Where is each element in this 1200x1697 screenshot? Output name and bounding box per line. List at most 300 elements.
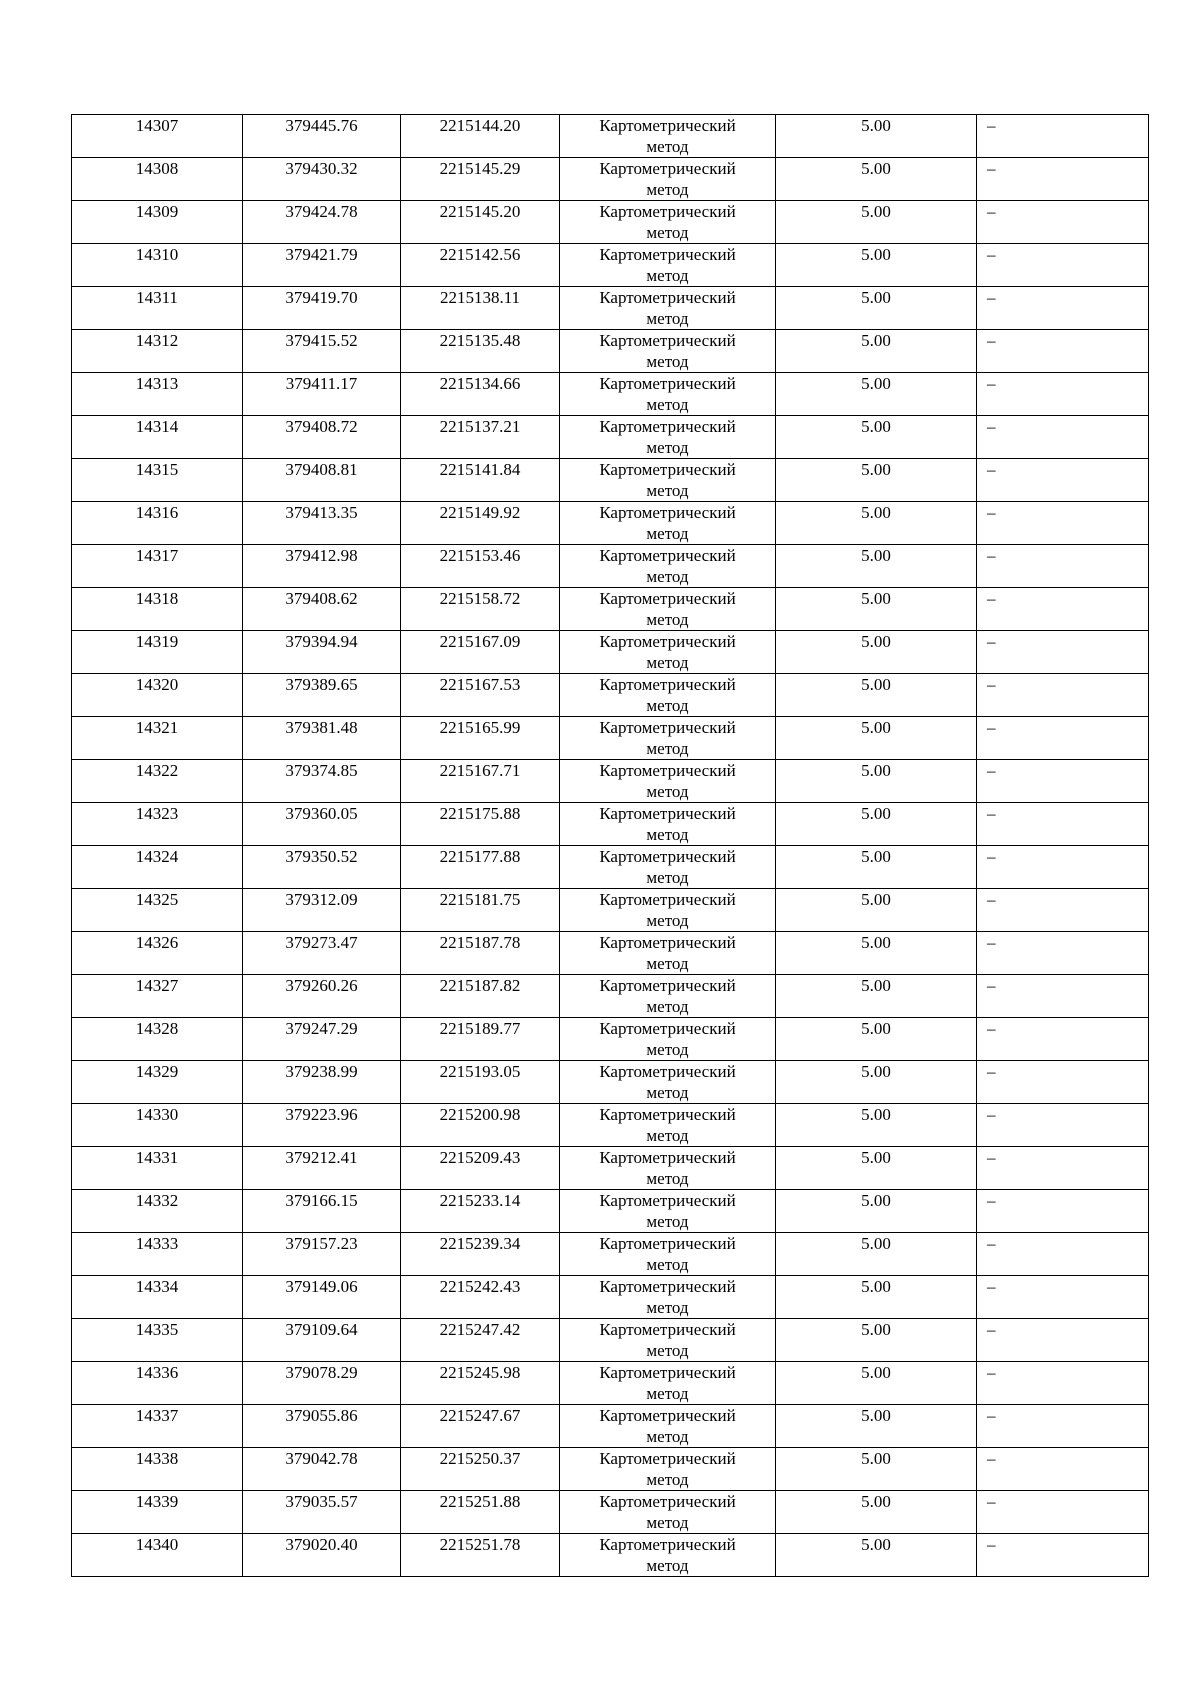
- x-coordinate-cell: 379381.48: [243, 717, 401, 760]
- y-coordinate-cell: 2215137.21: [401, 416, 560, 459]
- accuracy-cell: 5.00: [776, 244, 977, 287]
- point-number-cell: 14308: [72, 158, 243, 201]
- accuracy-cell: 5.00: [776, 330, 977, 373]
- x-coordinate-cell: 379411.17: [243, 373, 401, 416]
- method-cell: [560, 416, 776, 459]
- method-line: Картометрический: [599, 159, 736, 178]
- note-cell: –: [977, 674, 1149, 717]
- method-cell: [560, 1190, 776, 1233]
- y-coordinate-cell: 2215167.71: [401, 760, 560, 803]
- table-row: [72, 287, 1149, 330]
- method-line: метод: [646, 567, 689, 586]
- method-line: Картометрический: [599, 1363, 736, 1382]
- table-row: [72, 1362, 1149, 1405]
- method-line: метод: [646, 1427, 689, 1446]
- y-coordinate-cell: 2215141.84: [401, 459, 560, 502]
- accuracy-cell: 5.00: [776, 588, 977, 631]
- method-line: метод: [646, 653, 689, 672]
- accuracy-cell: 5.00: [776, 889, 977, 932]
- method-line: метод: [646, 395, 689, 414]
- note-cell: –: [977, 1061, 1149, 1104]
- y-coordinate-cell: 2215177.88: [401, 846, 560, 889]
- method-cell: [560, 932, 776, 975]
- method-line: метод: [646, 1341, 689, 1360]
- point-number-cell: 14321: [72, 717, 243, 760]
- table-row: [72, 803, 1149, 846]
- table-row: [72, 459, 1149, 502]
- note-cell: –: [977, 717, 1149, 760]
- note-cell: –: [977, 244, 1149, 287]
- method-line: Картометрический: [599, 1105, 736, 1124]
- y-coordinate-cell: 2215167.53: [401, 674, 560, 717]
- y-coordinate-cell: 2215193.05: [401, 1061, 560, 1104]
- note-cell: –: [977, 1190, 1149, 1233]
- method-line: метод: [646, 610, 689, 629]
- table-row: [72, 1147, 1149, 1190]
- x-coordinate-cell: 379408.81: [243, 459, 401, 502]
- x-coordinate-cell: 379350.52: [243, 846, 401, 889]
- method-line: метод: [646, 266, 689, 285]
- accuracy-cell: 5.00: [776, 1276, 977, 1319]
- accuracy-cell: 5.00: [776, 1147, 977, 1190]
- y-coordinate-cell: 2215250.37: [401, 1448, 560, 1491]
- table-row: [72, 631, 1149, 674]
- method-line: метод: [646, 180, 689, 199]
- method-line: Картометрический: [599, 933, 736, 952]
- method-cell: [560, 545, 776, 588]
- point-number-cell: 14307: [72, 115, 243, 158]
- method-line: метод: [646, 1169, 689, 1188]
- y-coordinate-cell: 2215145.29: [401, 158, 560, 201]
- method-line: Картометрический: [599, 718, 736, 737]
- table-row: [72, 846, 1149, 889]
- note-cell: –: [977, 1319, 1149, 1362]
- point-number-cell: 14317: [72, 545, 243, 588]
- x-coordinate-cell: 379412.98: [243, 545, 401, 588]
- accuracy-cell: 5.00: [776, 846, 977, 889]
- method-line: метод: [646, 1126, 689, 1145]
- point-number-cell: 14329: [72, 1061, 243, 1104]
- method-line: Картометрический: [599, 503, 736, 522]
- table-row: [72, 1276, 1149, 1319]
- method-cell: [560, 1362, 776, 1405]
- method-line: метод: [646, 1255, 689, 1274]
- method-cell: [560, 459, 776, 502]
- x-coordinate-cell: 379312.09: [243, 889, 401, 932]
- method-cell: [560, 975, 776, 1018]
- table-row: [72, 1104, 1149, 1147]
- table-row: [72, 1190, 1149, 1233]
- method-cell: [560, 889, 776, 932]
- point-number-cell: 14340: [72, 1534, 243, 1577]
- x-coordinate-cell: 379421.79: [243, 244, 401, 287]
- method-cell: [560, 330, 776, 373]
- method-cell: [560, 244, 776, 287]
- method-line: Картометрический: [599, 546, 736, 565]
- note-cell: –: [977, 975, 1149, 1018]
- note-cell: –: [977, 1362, 1149, 1405]
- x-coordinate-cell: 379445.76: [243, 115, 401, 158]
- y-coordinate-cell: 2215189.77: [401, 1018, 560, 1061]
- method-line: метод: [646, 309, 689, 328]
- method-line: Картометрический: [599, 417, 736, 436]
- x-coordinate-cell: 379247.29: [243, 1018, 401, 1061]
- x-coordinate-cell: 379223.96: [243, 1104, 401, 1147]
- accuracy-cell: 5.00: [776, 1405, 977, 1448]
- note-cell: –: [977, 1448, 1149, 1491]
- method-line: метод: [646, 954, 689, 973]
- y-coordinate-cell: 2215158.72: [401, 588, 560, 631]
- point-number-cell: 14318: [72, 588, 243, 631]
- accuracy-cell: 5.00: [776, 1362, 977, 1405]
- coordinates-table-body: [72, 115, 1149, 1577]
- y-coordinate-cell: 2215247.67: [401, 1405, 560, 1448]
- method-line: метод: [646, 1470, 689, 1489]
- point-number-cell: 14313: [72, 373, 243, 416]
- method-line: Картометрический: [599, 1019, 736, 1038]
- x-coordinate-cell: 379419.70: [243, 287, 401, 330]
- note-cell: –: [977, 803, 1149, 846]
- point-number-cell: 14327: [72, 975, 243, 1018]
- note-cell: –: [977, 459, 1149, 502]
- accuracy-cell: 5.00: [776, 1319, 977, 1362]
- table-row: [72, 244, 1149, 287]
- point-number-cell: 14334: [72, 1276, 243, 1319]
- method-cell: [560, 287, 776, 330]
- y-coordinate-cell: 2215242.43: [401, 1276, 560, 1319]
- table-row: [72, 588, 1149, 631]
- table-row: [72, 1405, 1149, 1448]
- point-number-cell: 14315: [72, 459, 243, 502]
- y-coordinate-cell: 2215181.75: [401, 889, 560, 932]
- point-number-cell: 14332: [72, 1190, 243, 1233]
- method-cell: [560, 846, 776, 889]
- method-cell: [560, 674, 776, 717]
- x-coordinate-cell: 379020.40: [243, 1534, 401, 1577]
- method-line: Картометрический: [599, 1535, 736, 1554]
- method-line: Картометрический: [599, 245, 736, 264]
- method-line: Картометрический: [599, 890, 736, 909]
- x-coordinate-cell: 379149.06: [243, 1276, 401, 1319]
- x-coordinate-cell: 379374.85: [243, 760, 401, 803]
- table-row: [72, 545, 1149, 588]
- method-cell: [560, 1276, 776, 1319]
- method-line: метод: [646, 1556, 689, 1575]
- method-line: Картометрический: [599, 1277, 736, 1296]
- y-coordinate-cell: 2215142.56: [401, 244, 560, 287]
- accuracy-cell: 5.00: [776, 1448, 977, 1491]
- method-line: Картометрический: [599, 1406, 736, 1425]
- method-line: метод: [646, 997, 689, 1016]
- y-coordinate-cell: 2215144.20: [401, 115, 560, 158]
- table-row: [72, 717, 1149, 760]
- y-coordinate-cell: 2215239.34: [401, 1233, 560, 1276]
- y-coordinate-cell: 2215251.88: [401, 1491, 560, 1534]
- note-cell: –: [977, 932, 1149, 975]
- accuracy-cell: 5.00: [776, 416, 977, 459]
- accuracy-cell: 5.00: [776, 1104, 977, 1147]
- method-line: метод: [646, 352, 689, 371]
- table-row: [72, 1319, 1149, 1362]
- x-coordinate-cell: 379055.86: [243, 1405, 401, 1448]
- method-line: Картометрический: [599, 632, 736, 651]
- method-line: Картометрический: [599, 374, 736, 393]
- method-line: метод: [646, 1298, 689, 1317]
- accuracy-cell: 5.00: [776, 1061, 977, 1104]
- note-cell: –: [977, 588, 1149, 631]
- y-coordinate-cell: 2215247.42: [401, 1319, 560, 1362]
- note-cell: –: [977, 330, 1149, 373]
- method-cell: [560, 158, 776, 201]
- x-coordinate-cell: 379260.26: [243, 975, 401, 1018]
- note-cell: –: [977, 115, 1149, 158]
- table-row: [72, 502, 1149, 545]
- method-line: Картометрический: [599, 976, 736, 995]
- y-coordinate-cell: 2215135.48: [401, 330, 560, 373]
- table-row: [72, 1061, 1149, 1104]
- y-coordinate-cell: 2215175.88: [401, 803, 560, 846]
- x-coordinate-cell: 379273.47: [243, 932, 401, 975]
- x-coordinate-cell: 379408.72: [243, 416, 401, 459]
- point-number-cell: 14322: [72, 760, 243, 803]
- accuracy-cell: 5.00: [776, 1190, 977, 1233]
- x-coordinate-cell: 379042.78: [243, 1448, 401, 1491]
- method-line: метод: [646, 1212, 689, 1231]
- method-line: Картометрический: [599, 761, 736, 780]
- x-coordinate-cell: 379415.52: [243, 330, 401, 373]
- point-number-cell: 14333: [72, 1233, 243, 1276]
- table-row: [72, 1491, 1149, 1534]
- point-number-cell: 14337: [72, 1405, 243, 1448]
- note-cell: –: [977, 631, 1149, 674]
- method-line: метод: [646, 1040, 689, 1059]
- method-line: Картометрический: [599, 1062, 736, 1081]
- method-cell: [560, 1233, 776, 1276]
- point-number-cell: 14320: [72, 674, 243, 717]
- method-line: Картометрический: [599, 331, 736, 350]
- accuracy-cell: 5.00: [776, 201, 977, 244]
- point-number-cell: 14325: [72, 889, 243, 932]
- x-coordinate-cell: 379035.57: [243, 1491, 401, 1534]
- method-line: метод: [646, 911, 689, 930]
- accuracy-cell: 5.00: [776, 373, 977, 416]
- accuracy-cell: 5.00: [776, 287, 977, 330]
- point-number-cell: 14326: [72, 932, 243, 975]
- method-line: Картометрический: [599, 1492, 736, 1511]
- method-line: метод: [646, 696, 689, 715]
- point-number-cell: 14335: [72, 1319, 243, 1362]
- method-cell: [560, 1405, 776, 1448]
- y-coordinate-cell: 2215187.82: [401, 975, 560, 1018]
- method-line: Картометрический: [599, 116, 736, 135]
- method-cell: [560, 1448, 776, 1491]
- note-cell: –: [977, 201, 1149, 244]
- accuracy-cell: 5.00: [776, 502, 977, 545]
- method-cell: [560, 1147, 776, 1190]
- method-line: метод: [646, 524, 689, 543]
- y-coordinate-cell: 2215233.14: [401, 1190, 560, 1233]
- table-row: [72, 1018, 1149, 1061]
- accuracy-cell: 5.00: [776, 932, 977, 975]
- method-line: Картометрический: [599, 1449, 736, 1468]
- point-number-cell: 14314: [72, 416, 243, 459]
- point-number-cell: 14331: [72, 1147, 243, 1190]
- point-number-cell: 14338: [72, 1448, 243, 1491]
- y-coordinate-cell: 2215149.92: [401, 502, 560, 545]
- accuracy-cell: 5.00: [776, 115, 977, 158]
- method-line: Картометрический: [599, 288, 736, 307]
- method-cell: [560, 631, 776, 674]
- accuracy-cell: 5.00: [776, 975, 977, 1018]
- table-row: [72, 373, 1149, 416]
- accuracy-cell: 5.00: [776, 760, 977, 803]
- accuracy-cell: 5.00: [776, 1491, 977, 1534]
- method-cell: [560, 115, 776, 158]
- x-coordinate-cell: 379238.99: [243, 1061, 401, 1104]
- method-line: Картометрический: [599, 675, 736, 694]
- method-cell: [560, 201, 776, 244]
- y-coordinate-cell: 2215167.09: [401, 631, 560, 674]
- note-cell: –: [977, 760, 1149, 803]
- method-line: метод: [646, 438, 689, 457]
- y-coordinate-cell: 2215251.78: [401, 1534, 560, 1577]
- note-cell: –: [977, 545, 1149, 588]
- y-coordinate-cell: 2215138.11: [401, 287, 560, 330]
- x-coordinate-cell: 379424.78: [243, 201, 401, 244]
- table-row: [72, 889, 1149, 932]
- method-line: Картометрический: [599, 1191, 736, 1210]
- method-line: метод: [646, 782, 689, 801]
- x-coordinate-cell: 379078.29: [243, 1362, 401, 1405]
- method-line: Картометрический: [599, 1320, 736, 1339]
- method-line: Картометрический: [599, 804, 736, 823]
- coordinates-table: [71, 114, 1149, 1577]
- y-coordinate-cell: 2215145.20: [401, 201, 560, 244]
- accuracy-cell: 5.00: [776, 1018, 977, 1061]
- method-line: метод: [646, 739, 689, 758]
- x-coordinate-cell: 379360.05: [243, 803, 401, 846]
- note-cell: –: [977, 502, 1149, 545]
- table-row: [72, 1448, 1149, 1491]
- method-line: Картометрический: [599, 1148, 736, 1167]
- accuracy-cell: 5.00: [776, 631, 977, 674]
- method-line: метод: [646, 868, 689, 887]
- x-coordinate-cell: 379413.35: [243, 502, 401, 545]
- accuracy-cell: 5.00: [776, 1534, 977, 1577]
- table-row: [72, 674, 1149, 717]
- note-cell: –: [977, 1233, 1149, 1276]
- point-number-cell: 14339: [72, 1491, 243, 1534]
- note-cell: –: [977, 1147, 1149, 1190]
- point-number-cell: 14310: [72, 244, 243, 287]
- note-cell: –: [977, 373, 1149, 416]
- method-line: метод: [646, 1083, 689, 1102]
- method-line: метод: [646, 825, 689, 844]
- note-cell: –: [977, 1018, 1149, 1061]
- table-row: [72, 1233, 1149, 1276]
- method-line: метод: [646, 1384, 689, 1403]
- note-cell: –: [977, 1405, 1149, 1448]
- point-number-cell: 14311: [72, 287, 243, 330]
- method-line: Картометрический: [599, 589, 736, 608]
- table-row: [72, 201, 1149, 244]
- table-row: [72, 158, 1149, 201]
- accuracy-cell: 5.00: [776, 545, 977, 588]
- accuracy-cell: 5.00: [776, 158, 977, 201]
- y-coordinate-cell: 2215187.78: [401, 932, 560, 975]
- method-cell: [560, 1061, 776, 1104]
- note-cell: –: [977, 1276, 1149, 1319]
- x-coordinate-cell: 379166.15: [243, 1190, 401, 1233]
- x-coordinate-cell: 379394.94: [243, 631, 401, 674]
- point-number-cell: 14312: [72, 330, 243, 373]
- note-cell: –: [977, 1104, 1149, 1147]
- method-cell: [560, 1534, 776, 1577]
- note-cell: –: [977, 889, 1149, 932]
- point-number-cell: 14323: [72, 803, 243, 846]
- point-number-cell: 14336: [72, 1362, 243, 1405]
- point-number-cell: 14328: [72, 1018, 243, 1061]
- method-line: Картометрический: [599, 847, 736, 866]
- table-row: [72, 416, 1149, 459]
- point-number-cell: 14324: [72, 846, 243, 889]
- table-row: [72, 330, 1149, 373]
- method-cell: [560, 1319, 776, 1362]
- note-cell: –: [977, 158, 1149, 201]
- table-row: [72, 975, 1149, 1018]
- y-coordinate-cell: 2215200.98: [401, 1104, 560, 1147]
- method-line: метод: [646, 1513, 689, 1532]
- method-cell: [560, 373, 776, 416]
- y-coordinate-cell: 2215165.99: [401, 717, 560, 760]
- method-cell: [560, 1104, 776, 1147]
- method-cell: [560, 803, 776, 846]
- x-coordinate-cell: 379408.62: [243, 588, 401, 631]
- method-cell: [560, 760, 776, 803]
- accuracy-cell: 5.00: [776, 674, 977, 717]
- method-line: метод: [646, 137, 689, 156]
- accuracy-cell: 5.00: [776, 459, 977, 502]
- method-line: Картометрический: [599, 460, 736, 479]
- x-coordinate-cell: 379157.23: [243, 1233, 401, 1276]
- method-cell: [560, 1018, 776, 1061]
- x-coordinate-cell: 379430.32: [243, 158, 401, 201]
- note-cell: –: [977, 416, 1149, 459]
- method-line: Картометрический: [599, 202, 736, 221]
- method-cell: [560, 1491, 776, 1534]
- y-coordinate-cell: 2215245.98: [401, 1362, 560, 1405]
- method-cell: [560, 588, 776, 631]
- table-row: [72, 760, 1149, 803]
- x-coordinate-cell: 379212.41: [243, 1147, 401, 1190]
- method-cell: [560, 502, 776, 545]
- note-cell: –: [977, 1491, 1149, 1534]
- x-coordinate-cell: 379109.64: [243, 1319, 401, 1362]
- method-cell: [560, 717, 776, 760]
- point-number-cell: 14319: [72, 631, 243, 674]
- method-line: метод: [646, 223, 689, 242]
- method-line: метод: [646, 481, 689, 500]
- point-number-cell: 14330: [72, 1104, 243, 1147]
- table-row: [72, 932, 1149, 975]
- y-coordinate-cell: 2215153.46: [401, 545, 560, 588]
- method-line: Картометрический: [599, 1234, 736, 1253]
- x-coordinate-cell: 379389.65: [243, 674, 401, 717]
- point-number-cell: 14309: [72, 201, 243, 244]
- note-cell: –: [977, 1534, 1149, 1577]
- table-row: [72, 115, 1149, 158]
- point-number-cell: 14316: [72, 502, 243, 545]
